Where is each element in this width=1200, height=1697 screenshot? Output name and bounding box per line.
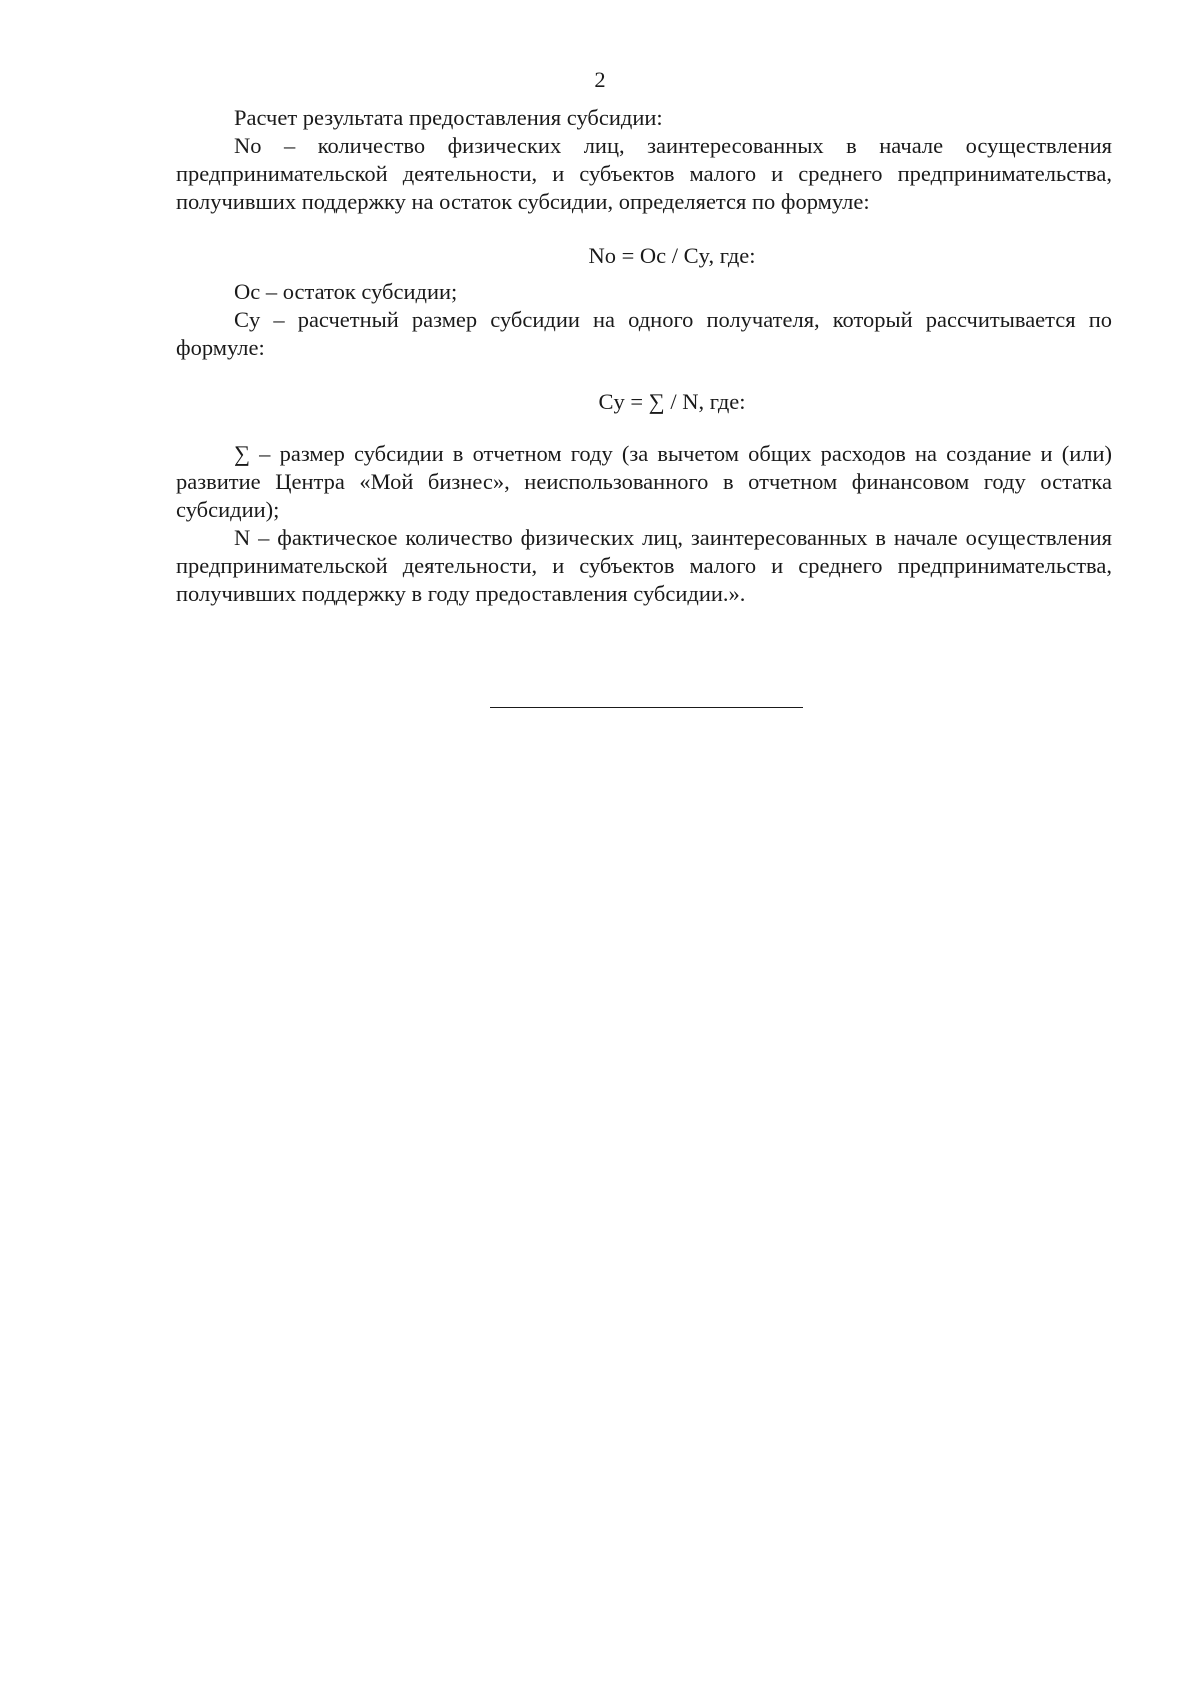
paragraph-oc-definition: Oc – остаток субсидии; — [234, 279, 458, 304]
document-body — [176, 104, 1112, 608]
paragraph-cy-definition: Cy – расчетный размер субсидии на одного получателя, который рассчитывается по формуле: — [176, 307, 1112, 360]
formula-cy: Cy = ∑ / N, где: — [598, 389, 746, 414]
paragraph-calculation-title: Расчет результата предоставления субсидии: — [234, 105, 663, 130]
paragraph-sum-definition: ∑ – размер субсидии в отчетном году (за вычетом общих расходов на создание и (или) развитие Центра «Мой бизнес», неиспользованного в отчетном финансовом году остатка субсидии); — [176, 441, 1112, 522]
paragraph-no-definition: No – количество физических лиц, заинтересованных в начале осуществления предпринимательской деятельности, и субъектов малого и среднего предпринимательства, получивших поддержку на остаток субсидии, определяется по формуле: — [176, 133, 1112, 214]
paragraph-n-definition: N – фактическое количество физических лиц, заинтересованных в начале осуществления предпринимательской деятельности, и субъектов малого и среднего предпринимательства, получивших поддержку в году предоставления субсидии.». — [176, 525, 1112, 606]
page-number: 2 — [594, 67, 606, 92]
formula-no: No = Oc / Cy, где: — [588, 243, 756, 268]
end-separator-line — [490, 707, 803, 708]
